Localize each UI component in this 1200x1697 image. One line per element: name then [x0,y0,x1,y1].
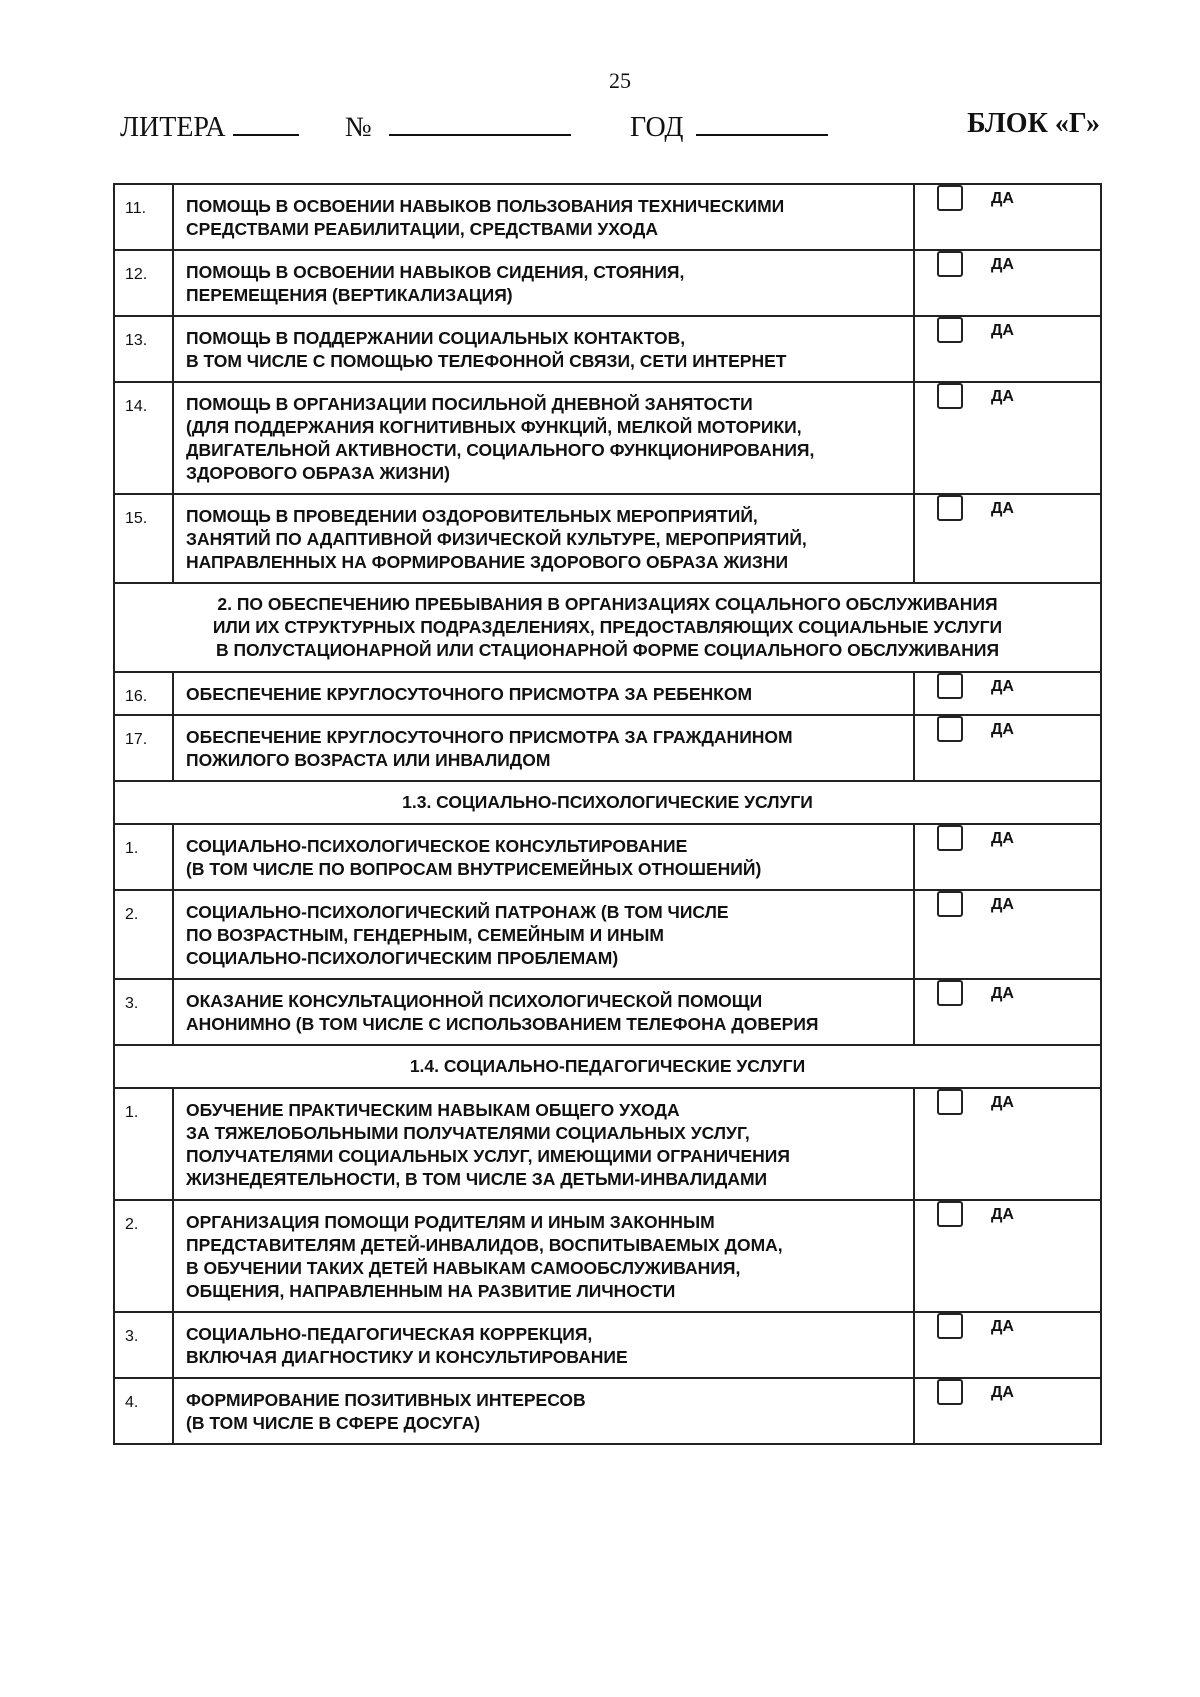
service-row [114,715,1101,781]
service-description-line: ВКЛЮЧАЯ ДИАГНОСТИКУ И КОНСУЛЬТИРОВАНИЕ [186,1347,628,1367]
service-description-line: АНОНИМНО (В ТОМ ЧИСЛЕ С ИСПОЛЬЗОВАНИЕМ ТЕЛЕФОНА ДОВЕРИЯ [186,1014,819,1034]
year-input-line[interactable] [696,108,828,136]
yes-checkbox[interactable] [937,1201,963,1227]
yes-checkbox-label: ДА [991,387,1014,405]
service-number: 11. [114,184,173,250]
answer-cell [914,494,1101,583]
service-description-line: В ОБУЧЕНИИ ТАКИХ ДЕТЕЙ НАВЫКАМ САМООБСЛУЖИВАНИЯ, [186,1258,741,1278]
service-number: 1. [114,1088,173,1200]
yes-option [915,1201,1100,1227]
service-description [173,824,914,890]
litera-field [120,108,299,144]
service-description-line: (В ТОМ ЧИСЛЕ ПО ВОПРОСАМ ВНУТРИСЕМЕЙНЫХ ОТНОШЕНИЙ) [186,859,762,879]
answer-cell [914,1378,1101,1444]
service-row [114,316,1101,382]
service-number: 14. [114,382,173,494]
yes-checkbox-label: ДА [991,1383,1014,1401]
service-description-line: СОЦИАЛЬНО-ПСИХОЛОГИЧЕСКИЙ ПАТРОНАЖ (В ТОМ ЧИСЛЕ [186,902,729,922]
service-number: 4. [114,1378,173,1444]
service-description-line: ЗДОРОВОГО ОБРАЗА ЖИЗНИ) [186,463,450,483]
service-row [114,979,1101,1045]
number-input-line[interactable] [389,108,571,136]
answer-cell [914,890,1101,979]
answer-cell [914,382,1101,494]
section-title-line: ИЛИ ИХ СТРУКТУРНЫХ ПОДРАЗДЕЛЕНИЯХ, ПРЕДОСТАВЛЯЮЩИХ СОЦИАЛЬНЫЕ УСЛУГИ [212,617,1003,637]
service-description-line: ПОЛУЧАТЕЛЯМИ СОЦИАЛЬНЫХ УСЛУГ, ИМЕЮЩИМИ ОГРАНИЧЕНИЯ [186,1146,790,1166]
service-description-line: (В ТОМ ЧИСЛЕ В СФЕРЕ ДОСУГА) [186,1413,481,1433]
yes-checkbox-label: ДА [991,829,1014,847]
year-field [630,108,828,144]
service-row [114,890,1101,979]
service-description [173,382,914,494]
section-title [114,1045,1101,1088]
service-number: 3. [114,1312,173,1378]
yes-checkbox-label: ДА [991,1205,1014,1223]
service-row [114,1312,1101,1378]
service-row [114,184,1101,250]
answer-cell [914,316,1101,382]
service-description-line: В ТОМ ЧИСЛЕ С ПОМОЩЬЮ ТЕЛЕФОННОЙ СВЯЗИ, СЕТИ ИНТЕРНЕТ [186,351,787,371]
service-description [173,715,914,781]
yes-checkbox[interactable] [937,1379,963,1405]
service-description-line: ОКАЗАНИЕ КОНСУЛЬТАЦИОННОЙ ПСИХОЛОГИЧЕСКОЙ ПОМОЩИ [186,991,763,1011]
service-description [173,494,914,583]
section-header-row [114,1045,1101,1088]
service-description [173,979,914,1045]
answer-cell [914,1088,1101,1200]
service-description [173,1088,914,1200]
section-title-line: 1.4. СОЦИАЛЬНО-ПЕДАГОГИЧЕСКИЕ УСЛУГИ [409,1056,806,1076]
answer-cell [914,979,1101,1045]
section-title [114,781,1101,824]
yes-checkbox[interactable] [937,1313,963,1339]
yes-checkbox-label: ДА [991,677,1014,695]
service-description-line: ПРЕДСТАВИТЕЛЯМ ДЕТЕЙ-ИНВАЛИДОВ, ВОСПИТЫВАЕМЫХ ДОМА, [186,1235,783,1255]
service-description-line: ФОРМИРОВАНИЕ ПОЗИТИВНЫХ ИНТЕРЕСОВ [186,1390,586,1410]
service-number: 2. [114,890,173,979]
yes-option [915,980,1100,1006]
yes-option [915,1313,1100,1339]
yes-checkbox[interactable] [937,251,963,277]
litera-input-line[interactable] [233,108,299,136]
service-row [114,250,1101,316]
yes-option [915,251,1100,277]
service-number: 15. [114,494,173,583]
service-description-line: ОБЕСПЕЧЕНИЕ КРУГЛОСУТОЧНОГО ПРИСМОТРА ЗА РЕБЕНКОМ [186,684,753,704]
service-description [173,890,914,979]
service-number: 16. [114,672,173,715]
number-field [345,108,571,144]
answer-cell [914,184,1101,250]
yes-checkbox[interactable] [937,383,963,409]
form-header [120,108,1100,148]
yes-checkbox-label: ДА [991,895,1014,913]
service-description-line: СОЦИАЛЬНО-ПСИХОЛОГИЧЕСКОЕ КОНСУЛЬТИРОВАНИЕ [186,836,688,856]
service-row [114,1088,1101,1200]
yes-checkbox-label: ДА [991,499,1014,517]
answer-cell [914,1200,1101,1312]
yes-option [915,383,1100,409]
litera-label: ЛИТЕРА [120,112,226,143]
service-number: 2. [114,1200,173,1312]
service-row [114,824,1101,890]
page-number: 25 [609,68,631,93]
service-number: 13. [114,316,173,382]
service-description-line: ПОМОЩЬ В ПРОВЕДЕНИИ ОЗДОРОВИТЕЛЬНЫХ МЕРОПРИЯТИЙ, [186,506,758,526]
yes-checkbox[interactable] [937,495,963,521]
service-number: 17. [114,715,173,781]
service-description-line: ЗАНЯТИЙ ПО АДАПТИВНОЙ ФИЗИЧЕСКОЙ КУЛЬТУРЕ, МЕРОПРИЯТИЙ, [186,529,807,549]
yes-option [915,891,1100,917]
yes-checkbox[interactable] [937,673,963,699]
services-table [113,183,1102,1445]
yes-checkbox[interactable] [937,185,963,211]
service-description-line: НАПРАВЛЕННЫХ НА ФОРМИРОВАНИЕ ЗДОРОВОГО ОБРАЗА ЖИЗНИ [186,552,789,572]
answer-cell [914,250,1101,316]
section-title-line: 2. ПО ОБЕСПЕЧЕНИЮ ПРЕБЫВАНИЯ В ОРГАНИЗАЦИЯХ СОЦАЛЬНОГО ОБСЛУЖИВАНИЯ [217,594,998,614]
service-row [114,672,1101,715]
section-header-row [114,781,1101,824]
service-description-line: ОБУЧЕНИЕ ПРАКТИЧЕСКИМ НАВЫКАМ ОБЩЕГО УХОДА [186,1100,680,1120]
service-description-line: СОЦИАЛЬНО-ПЕДАГОГИЧЕСКАЯ КОРРЕКЦИЯ, [186,1324,593,1344]
yes-option [915,673,1100,699]
service-description-line: СРЕДСТВАМИ РЕАБИЛИТАЦИИ, СРЕДСТВАМИ УХОДА [186,219,659,239]
service-description-line: ПОМОЩЬ В ПОДДЕРЖАНИИ СОЦИАЛЬНЫХ КОНТАКТОВ, [186,328,686,348]
section-title-line: 1.3. СОЦИАЛЬНО-ПСИХОЛОГИЧЕСКИЕ УСЛУГИ [402,792,813,812]
yes-checkbox-label: ДА [991,321,1014,339]
services-table-body [114,184,1101,1444]
service-number: 1. [114,824,173,890]
service-description [173,672,914,715]
yes-checkbox-label: ДА [991,984,1014,1002]
service-description [173,184,914,250]
service-description-line: ОРГАНИЗАЦИЯ ПОМОЩИ РОДИТЕЛЯМ И ИНЫМ ЗАКОННЫМ [186,1212,715,1232]
block-label: БЛОК «Г» [967,108,1100,139]
yes-checkbox[interactable] [937,980,963,1006]
section-title-line: В ПОЛУСТАЦИОНАРНОЙ ИЛИ СТАЦИОНАРНОЙ ФОРМЕ СОЦИАЛЬНОГО ОБСЛУЖИВАНИЯ [215,640,1000,660]
service-description-line: ЗА ТЯЖЕЛОБОЛЬНЫМИ ПОЛУЧАТЕЛЯМИ СОЦИАЛЬНЫХ УСЛУГ, [186,1123,750,1143]
yes-checkbox[interactable] [937,317,963,343]
answer-cell [914,1312,1101,1378]
section-header-row [114,583,1101,672]
service-description-line: (ДЛЯ ПОДДЕРЖАНИЯ КОГНИТИВНЫХ ФУНКЦИЙ, МЕЛКОЙ МОТОРИКИ, [186,417,802,437]
service-row [114,382,1101,494]
number-label: № [345,112,372,143]
service-description-line: ДВИГАТЕЛЬНОЙ АКТИВНОСТИ, СОЦИАЛЬНОГО ФУНКЦИОНИРОВАНИЯ, [186,440,815,460]
yes-checkbox[interactable] [937,716,963,742]
yes-checkbox-label: ДА [991,1093,1014,1111]
service-description-line: ПОМОЩЬ В ОСВОЕНИИ НАВЫКОВ ПОЛЬЗОВАНИЯ ТЕХНИЧЕСКИМИ [186,196,785,216]
service-row [114,1200,1101,1312]
service-number: 12. [114,250,173,316]
service-description-line: ОБЕСПЕЧЕНИЕ КРУГЛОСУТОЧНОГО ПРИСМОТРА ЗА ГРАЖДАНИНОМ [186,727,793,747]
yes-checkbox-label: ДА [991,1317,1014,1335]
yes-option [915,317,1100,343]
service-description-line: ПОМОЩЬ В ОРГАНИЗАЦИИ ПОСИЛЬНОЙ ДНЕВНОЙ ЗАНЯТОСТИ [186,394,753,414]
service-description-line: ПЕРЕМЕЩЕНИЯ (ВЕРТИКАЛИЗАЦИЯ) [186,285,513,305]
service-description [173,250,914,316]
yes-checkbox-label: ДА [991,255,1014,273]
yes-option [915,1379,1100,1405]
service-number: 3. [114,979,173,1045]
year-label: ГОД [630,112,684,143]
service-row [114,1378,1101,1444]
service-row [114,494,1101,583]
yes-checkbox[interactable] [937,1089,963,1115]
service-description [173,1312,914,1378]
section-title [114,583,1101,672]
yes-checkbox[interactable] [937,825,963,851]
service-description-line: ЖИЗНЕДЕЯТЕЛЬНОСТИ, В ТОМ ЧИСЛЕ ЗА ДЕТЬМИ-ИНВАЛИДАМИ [186,1169,768,1189]
yes-option [915,495,1100,521]
yes-checkbox-label: ДА [991,720,1014,738]
answer-cell [914,672,1101,715]
service-description [173,316,914,382]
service-description-line: ПОЖИЛОГО ВОЗРАСТА ИЛИ ИНВАЛИДОМ [186,750,551,770]
yes-checkbox-label: ДА [991,189,1014,207]
service-description [173,1200,914,1312]
yes-option [915,185,1100,211]
answer-cell [914,824,1101,890]
service-description [173,1378,914,1444]
service-description-line: СОЦИАЛЬНО-ПСИХОЛОГИЧЕСКИМ ПРОБЛЕМАМ) [186,948,619,968]
service-description-line: ПОМОЩЬ В ОСВОЕНИИ НАВЫКОВ СИДЕНИЯ, СТОЯНИЯ, [186,262,685,282]
yes-option [915,1089,1100,1115]
yes-option [915,825,1100,851]
yes-option [915,716,1100,742]
service-description-line: ОБЩЕНИЯ, НАПРАВЛЕННЫМ НА РАЗВИТИЕ ЛИЧНОСТИ [186,1281,676,1301]
answer-cell [914,715,1101,781]
yes-checkbox[interactable] [937,891,963,917]
service-description-line: ПО ВОЗРАСТНЫМ, ГЕНДЕРНЫМ, СЕМЕЙНЫМ И ИНЫМ [186,925,664,945]
